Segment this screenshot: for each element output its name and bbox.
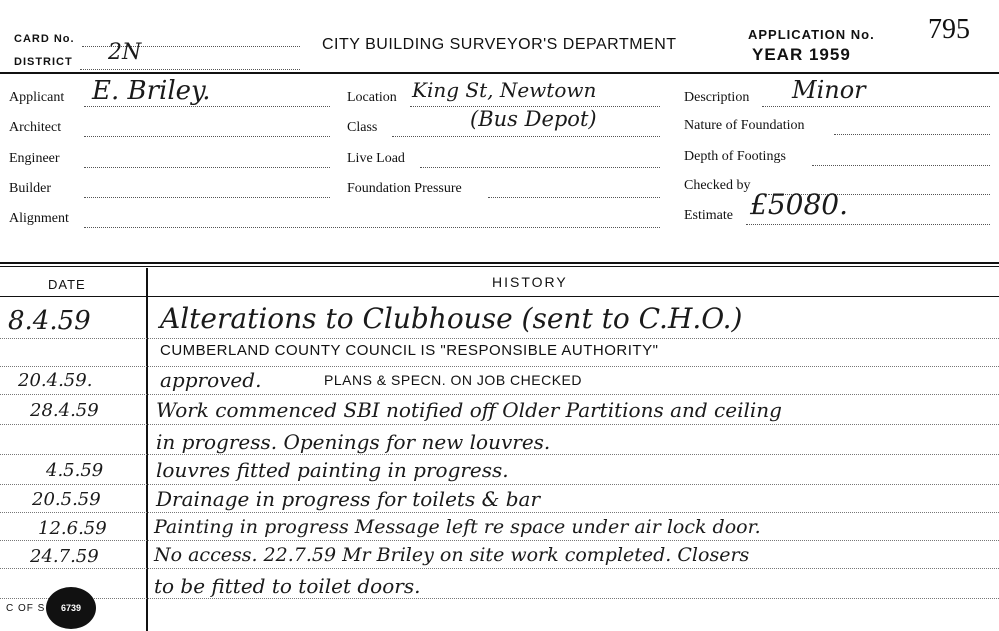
live-load-line: [420, 167, 660, 168]
stamp-number: 6739: [60, 603, 82, 613]
application-label: APPLICATION No.: [748, 27, 875, 42]
alignment-line: [84, 227, 660, 228]
header-divider: [0, 72, 999, 74]
district-value: 2N: [108, 40, 142, 65]
row-rule: [0, 366, 999, 367]
history-text: No access. 22.7.59 Mr Briley on site work completed. Closers: [154, 544, 750, 566]
nature-foundation-label: Nature of Foundation: [684, 118, 805, 133]
history-text: louvres fitted painting in progress.: [156, 458, 509, 482]
architect-line: [84, 136, 330, 137]
row-rule: [0, 484, 999, 485]
district-label: DISTRICT: [14, 56, 73, 68]
description-label: Description: [684, 90, 750, 105]
date-column-divider: [146, 268, 148, 631]
depth-footings-line: [812, 165, 990, 166]
history-date: 20.5.59: [32, 489, 101, 510]
history-date: 28.4.59: [30, 400, 99, 421]
class-value: (Bus Depot): [470, 107, 597, 131]
row-rule: [0, 598, 999, 599]
class-line: [392, 136, 660, 137]
c-of-s-label: C OF S: [6, 603, 46, 614]
history-text: in progress. Openings for new louvres.: [156, 430, 551, 454]
row-rule: [0, 394, 999, 395]
class-label: Class: [347, 120, 378, 135]
history-typed-text: PLANS & SPECN. ON JOB CHECKED: [324, 372, 583, 388]
year-label: YEAR 1959: [752, 45, 851, 64]
description-line: [762, 106, 990, 107]
row-rule: [0, 424, 999, 425]
row-rule: [0, 454, 999, 455]
history-date: 12.6.59: [38, 518, 107, 539]
applicant-label: Applicant: [9, 90, 65, 105]
architect-label: Architect: [9, 120, 62, 135]
history-top-divider-2: [0, 266, 999, 267]
row-rule: [0, 540, 999, 541]
district-line: [80, 69, 300, 70]
row-rule: [0, 512, 999, 513]
department-title: CITY BUILDING SURVEYOR'S DEPARTMENT: [322, 36, 677, 53]
stamp-seal: [46, 587, 96, 629]
history-date: 24.7.59: [30, 546, 99, 567]
engineer-line: [84, 167, 330, 168]
checked-by-label: Checked by: [684, 178, 751, 193]
applicant-line: [84, 106, 330, 107]
live-load-label: Live Load: [347, 151, 405, 166]
estimate-value: £5080.: [750, 188, 848, 221]
estimate-label: Estimate: [684, 208, 733, 223]
row-rule: [0, 338, 999, 339]
builder-line: [84, 197, 330, 198]
engineer-label: Engineer: [9, 151, 60, 166]
estimate-line: [746, 224, 990, 225]
row-rule: [0, 568, 999, 569]
depth-footings-label: Depth of Footings: [684, 149, 786, 164]
history-typed-text: CUMBERLAND COUNTY COUNCIL IS "RESPONSIBLE AUTHORITY": [160, 342, 659, 359]
applicant-value: E. Briley.: [92, 76, 211, 106]
application-number: 795: [928, 14, 970, 45]
location-value: King St, Newtown: [412, 78, 597, 102]
history-text: to be fitted to toilet doors.: [154, 574, 421, 598]
card-no-label: CARD No.: [14, 33, 75, 45]
alignment-label: Alignment: [9, 211, 69, 226]
foundation-pressure-line: [488, 197, 660, 198]
location-label: Location: [347, 90, 397, 105]
builder-label: Builder: [9, 181, 51, 196]
history-text: approved.: [160, 368, 262, 392]
history-text: Alterations to Clubhouse (sent to C.H.O.): [160, 302, 743, 335]
history-top-divider: [0, 262, 999, 264]
history-date: 20.4.59.: [18, 370, 93, 391]
date-header: DATE: [48, 277, 86, 292]
foundation-pressure-label: Foundation Pressure: [347, 181, 462, 196]
history-header-line: [0, 296, 999, 297]
history-header: HISTORY: [492, 274, 568, 290]
history-date: 4.5.59: [46, 460, 104, 481]
description-value: Minor: [792, 76, 866, 104]
history-text: Drainage in progress for toilets & bar: [156, 487, 541, 511]
nature-foundation-line: [834, 134, 990, 135]
history-text: Painting in progress Message left re space under air lock door.: [154, 516, 761, 538]
history-date: 8.4.59: [8, 306, 91, 336]
history-text: Work commenced SBI notified off Older Partitions and ceiling: [156, 398, 782, 422]
